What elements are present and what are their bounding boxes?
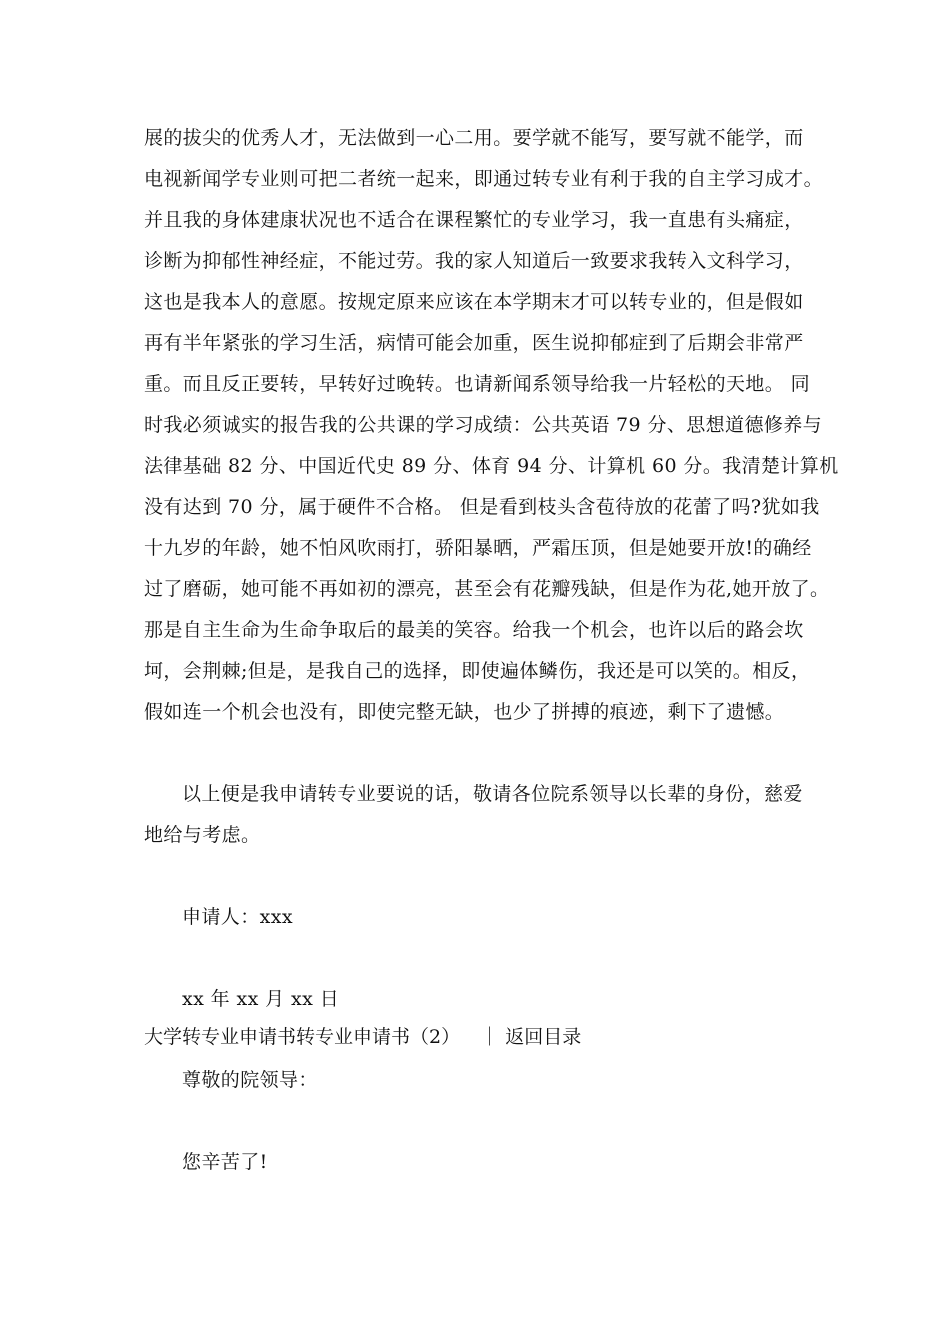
greeting: 您辛苦了!: [182, 1151, 268, 1173]
body-line: 没有达到 70 分，属于硬件不合格。 但是看到枝头含苞待放的花蕾了吗?犹如我: [144, 496, 820, 518]
separator: ｜: [480, 1026, 500, 1048]
body-line: 这也是我本人的意愿。按规定原来应该在本学期末才可以转专业的，但是假如: [144, 291, 804, 313]
body-line: 并且我的身体建康状况也不适合在课程繁忙的专业学习，我一直患有头痛症，: [144, 209, 804, 231]
body-line: 十九岁的年龄，她不怕风吹雨打，骄阳暴晒，严霜压顶，但是她要开放!的确经: [144, 537, 812, 559]
body-line: 那是自主生命为生命争取后的最美的笑容。给我一个机会，也许以后的路会坎: [144, 619, 804, 641]
body-line: 展的拔尖的优秀人才，无法做到一心二用。要学就不能写，要写就不能学，而: [144, 127, 804, 149]
body-line: 时我必须诚实的报告我的公共课的学习成绩：公共英语 79 分、思想道德修养与: [144, 414, 823, 436]
section-title: 大学转专业申请书转专业申请书（2）: [144, 1026, 461, 1048]
body-line: 重。而且反正要转，早转好过晚转。也请新闻系领导给我一片轻松的天地。 同: [144, 373, 811, 395]
body-line: 法律基础 82 分、中国近代史 89 分、体育 94 分、计算机 60 分。我清楚计算机: [144, 455, 839, 477]
body-line: 再有半年紧张的学习生活，病情可能会加重，医生说抑郁症到了后期会非常严: [144, 332, 804, 354]
body-line: 坷，会荆棘;但是，是我自己的选择，即使遍体鳞伤，我还是可以笑的。相反，: [144, 660, 811, 682]
body-line: 假如连一个机会也没有，即使完整无缺，也少了拼搏的痕迹，剩下了遗憾。: [144, 701, 785, 723]
section-heading: [144, 1025, 581, 1049]
body-line: 诊断为抑郁性神经症，不能过劳。我的家人知道后一致要求我转入文科学习，: [144, 250, 804, 272]
body-line: 过了磨砺，她可能不再如初的漂亮，甚至会有花瓣残缺，但是作为花,她开放了。: [144, 578, 830, 600]
salutation: 尊敬的院领导：: [182, 1069, 318, 1091]
closing-paragraph-line: 地给与考虑。: [144, 824, 261, 846]
back-to-toc-link[interactable]: 返回目录: [505, 1026, 582, 1048]
body-line: 电视新闻学专业则可把二者统一起来，即通过转专业有利于我的自主学习成才。: [144, 168, 824, 190]
closing-paragraph-line: 以上便是我申请转专业要说的话，敬请各位院系领导以长辈的身份，慈爱: [182, 783, 803, 805]
applicant-signature: 申请人：xxx: [182, 906, 293, 928]
date-line: xx 年 xx 月 xx 日: [182, 988, 340, 1010]
